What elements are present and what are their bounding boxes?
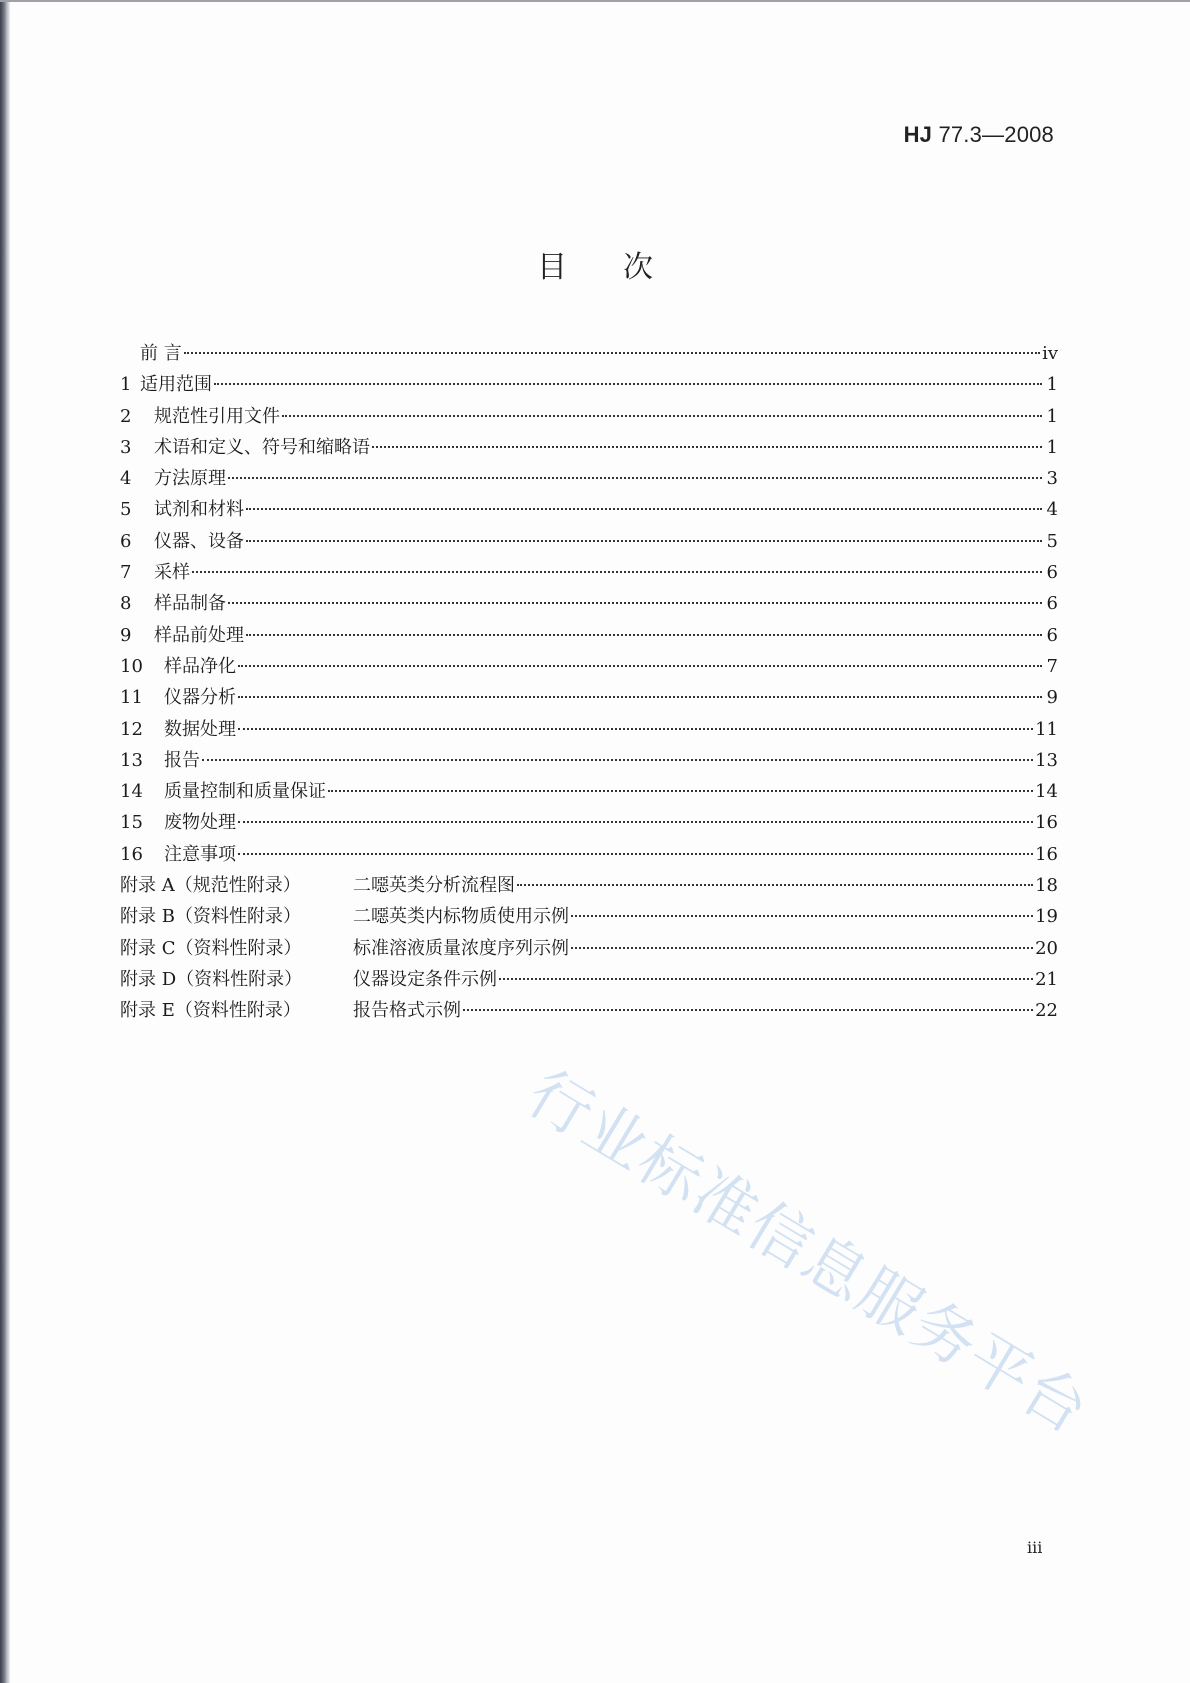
toc-entry-number: 2 xyxy=(120,405,132,427)
appendix-id: 附录 E（资料性附录） xyxy=(120,1000,301,1022)
toc-entry-page: iv xyxy=(1042,343,1058,364)
toc-entry xyxy=(120,557,1058,588)
toc-entry-label: 样品净化 xyxy=(164,655,236,677)
toc-entry-page: 13 xyxy=(1035,749,1058,771)
toc-entry-page: 7 xyxy=(1046,655,1058,677)
dot-leader xyxy=(238,696,1042,698)
appendix-page: 21 xyxy=(1035,968,1058,990)
appendix-label: 仪器设定条件示例 xyxy=(353,968,497,990)
appendix-page: 19 xyxy=(1035,906,1058,928)
toc-entry-page: 1 xyxy=(1046,405,1058,427)
toc-entry-number: 10 xyxy=(120,655,143,677)
toc-entry-number: 13 xyxy=(120,749,143,771)
toc-entry-page: 16 xyxy=(1035,812,1058,834)
appendix-label: 二噁英类分析流程图 xyxy=(353,875,515,897)
toc-entry-label: 适用范围 xyxy=(140,374,212,396)
toc-entry-label: 方法原理 xyxy=(154,468,226,490)
dot-leader xyxy=(517,884,1033,886)
dot-leader xyxy=(202,759,1033,761)
toc-entry-page: 4 xyxy=(1046,499,1058,521)
toc-entry-page: 9 xyxy=(1046,687,1058,709)
toc-entry-page: 1 xyxy=(1046,374,1058,396)
toc-appendix-entry xyxy=(120,870,1058,901)
dot-leader xyxy=(238,728,1033,730)
toc-entry-number: 16 xyxy=(120,843,143,865)
toc-entry-page: 6 xyxy=(1046,593,1058,615)
appendix-page: 22 xyxy=(1035,1000,1058,1022)
appendix-id: 附录 A（规范性附录） xyxy=(120,875,301,897)
toc-entry-label: 样品制备 xyxy=(154,593,226,615)
toc-entry-page: 6 xyxy=(1046,624,1058,646)
standard-number: 77.3—2008 xyxy=(938,122,1054,147)
toc-entry-number: 4 xyxy=(120,468,132,490)
toc-entry-number: 14 xyxy=(120,781,143,803)
toc-entry-label: 注意事项 xyxy=(164,843,236,865)
dot-leader xyxy=(372,446,1042,448)
toc-entry xyxy=(120,620,1058,651)
dot-leader xyxy=(571,915,1033,917)
dot-leader xyxy=(192,571,1042,573)
dot-leader xyxy=(246,540,1042,542)
toc-entry-page: 3 xyxy=(1046,468,1058,490)
dot-leader xyxy=(499,978,1033,980)
toc-entry xyxy=(120,526,1058,557)
dot-leader xyxy=(184,352,1040,354)
toc-entry-foreword xyxy=(120,338,1058,369)
toc-entry xyxy=(120,432,1058,463)
toc-entry-label: 采样 xyxy=(154,562,190,584)
toc-entry-label: 试剂和材料 xyxy=(154,499,244,521)
toc-appendix-entry xyxy=(120,901,1058,932)
dot-leader xyxy=(228,477,1042,479)
toc-entry xyxy=(120,651,1058,682)
toc-entry-number: 15 xyxy=(120,812,143,834)
appendix-label: 标准溶液质量浓度序列示例 xyxy=(353,937,569,959)
dot-leader xyxy=(282,415,1042,417)
dot-leader xyxy=(328,790,1033,792)
toc-entry-page: 11 xyxy=(1035,718,1058,740)
watermark: 行业标准信息服务平台 xyxy=(515,1056,1102,1449)
toc-entry-label: 质量控制和质量保证 xyxy=(164,781,326,803)
toc-entry-number: 3 xyxy=(120,436,132,458)
toc-entry-number: 9 xyxy=(120,624,132,646)
toc-entry-number: 1 xyxy=(120,374,132,396)
toc-entry-number: 11 xyxy=(120,687,143,709)
appendix-id: 附录 B（资料性附录） xyxy=(120,906,301,928)
page-top-edge xyxy=(0,0,1190,2)
appendix-id: 附录 D（资料性附录） xyxy=(120,968,303,990)
toc-entry xyxy=(120,776,1058,807)
toc-entry xyxy=(120,682,1058,713)
toc-entry-page: 14 xyxy=(1035,781,1058,803)
standard-prefix: HJ xyxy=(903,122,933,147)
appendix-label: 报告格式示例 xyxy=(353,1000,461,1022)
toc-entry xyxy=(120,494,1058,525)
toc-appendix-entry xyxy=(120,964,1058,995)
toc-appendix-entry xyxy=(120,933,1058,964)
toc-entry xyxy=(120,839,1058,870)
toc-entry-page: 6 xyxy=(1046,562,1058,584)
toc-entry-number: 8 xyxy=(120,593,132,615)
toc-entry xyxy=(120,401,1058,432)
toc-entry-page: 16 xyxy=(1035,843,1058,865)
toc-entry-number: 7 xyxy=(120,562,132,584)
toc-entry xyxy=(120,369,1058,400)
toc-entry-page: 5 xyxy=(1046,530,1058,552)
toc-entry-label: 规范性引用文件 xyxy=(154,405,280,427)
dot-leader xyxy=(463,1009,1033,1011)
toc-entry-label: 仪器、设备 xyxy=(154,530,244,552)
toc-entry-label: 样品前处理 xyxy=(154,624,244,646)
dot-leader xyxy=(238,853,1033,855)
toc-entry-number: 6 xyxy=(120,530,132,552)
dot-leader xyxy=(228,602,1042,604)
toc-entry xyxy=(120,588,1058,619)
appendix-id: 附录 C（资料性附录） xyxy=(120,937,302,959)
standard-code xyxy=(904,122,1054,148)
toc-entry-number: 5 xyxy=(120,499,132,521)
dot-leader xyxy=(238,665,1042,667)
dot-leader xyxy=(238,821,1033,823)
toc-entry xyxy=(120,714,1058,745)
toc-entry-label: 数据处理 xyxy=(164,718,236,740)
appendix-page: 20 xyxy=(1035,937,1058,959)
toc-entry-label: 前 言 xyxy=(140,343,182,364)
table-of-contents xyxy=(120,338,1058,1027)
dot-leader xyxy=(214,383,1042,385)
toc-title: 目次 xyxy=(537,250,709,285)
page-number: iii xyxy=(1027,1538,1043,1557)
toc-entry-label: 仪器分析 xyxy=(164,687,236,709)
appendix-label: 二噁英类内标物质使用示例 xyxy=(353,906,569,928)
dot-leader xyxy=(571,947,1033,949)
dot-leader xyxy=(246,634,1042,636)
toc-entry-number: 12 xyxy=(120,718,143,740)
toc-entry-label: 报告 xyxy=(164,749,200,771)
appendix-page: 18 xyxy=(1035,875,1058,897)
toc-entry xyxy=(120,745,1058,776)
toc-entry xyxy=(120,463,1058,494)
toc-entry-page: 1 xyxy=(1046,436,1058,458)
toc-entry xyxy=(120,807,1058,838)
toc-entry-label: 废物处理 xyxy=(164,812,236,834)
toc-entry-label: 术语和定义、符号和缩略语 xyxy=(154,436,370,458)
dot-leader xyxy=(246,508,1042,510)
toc-appendix-entry xyxy=(120,995,1058,1026)
